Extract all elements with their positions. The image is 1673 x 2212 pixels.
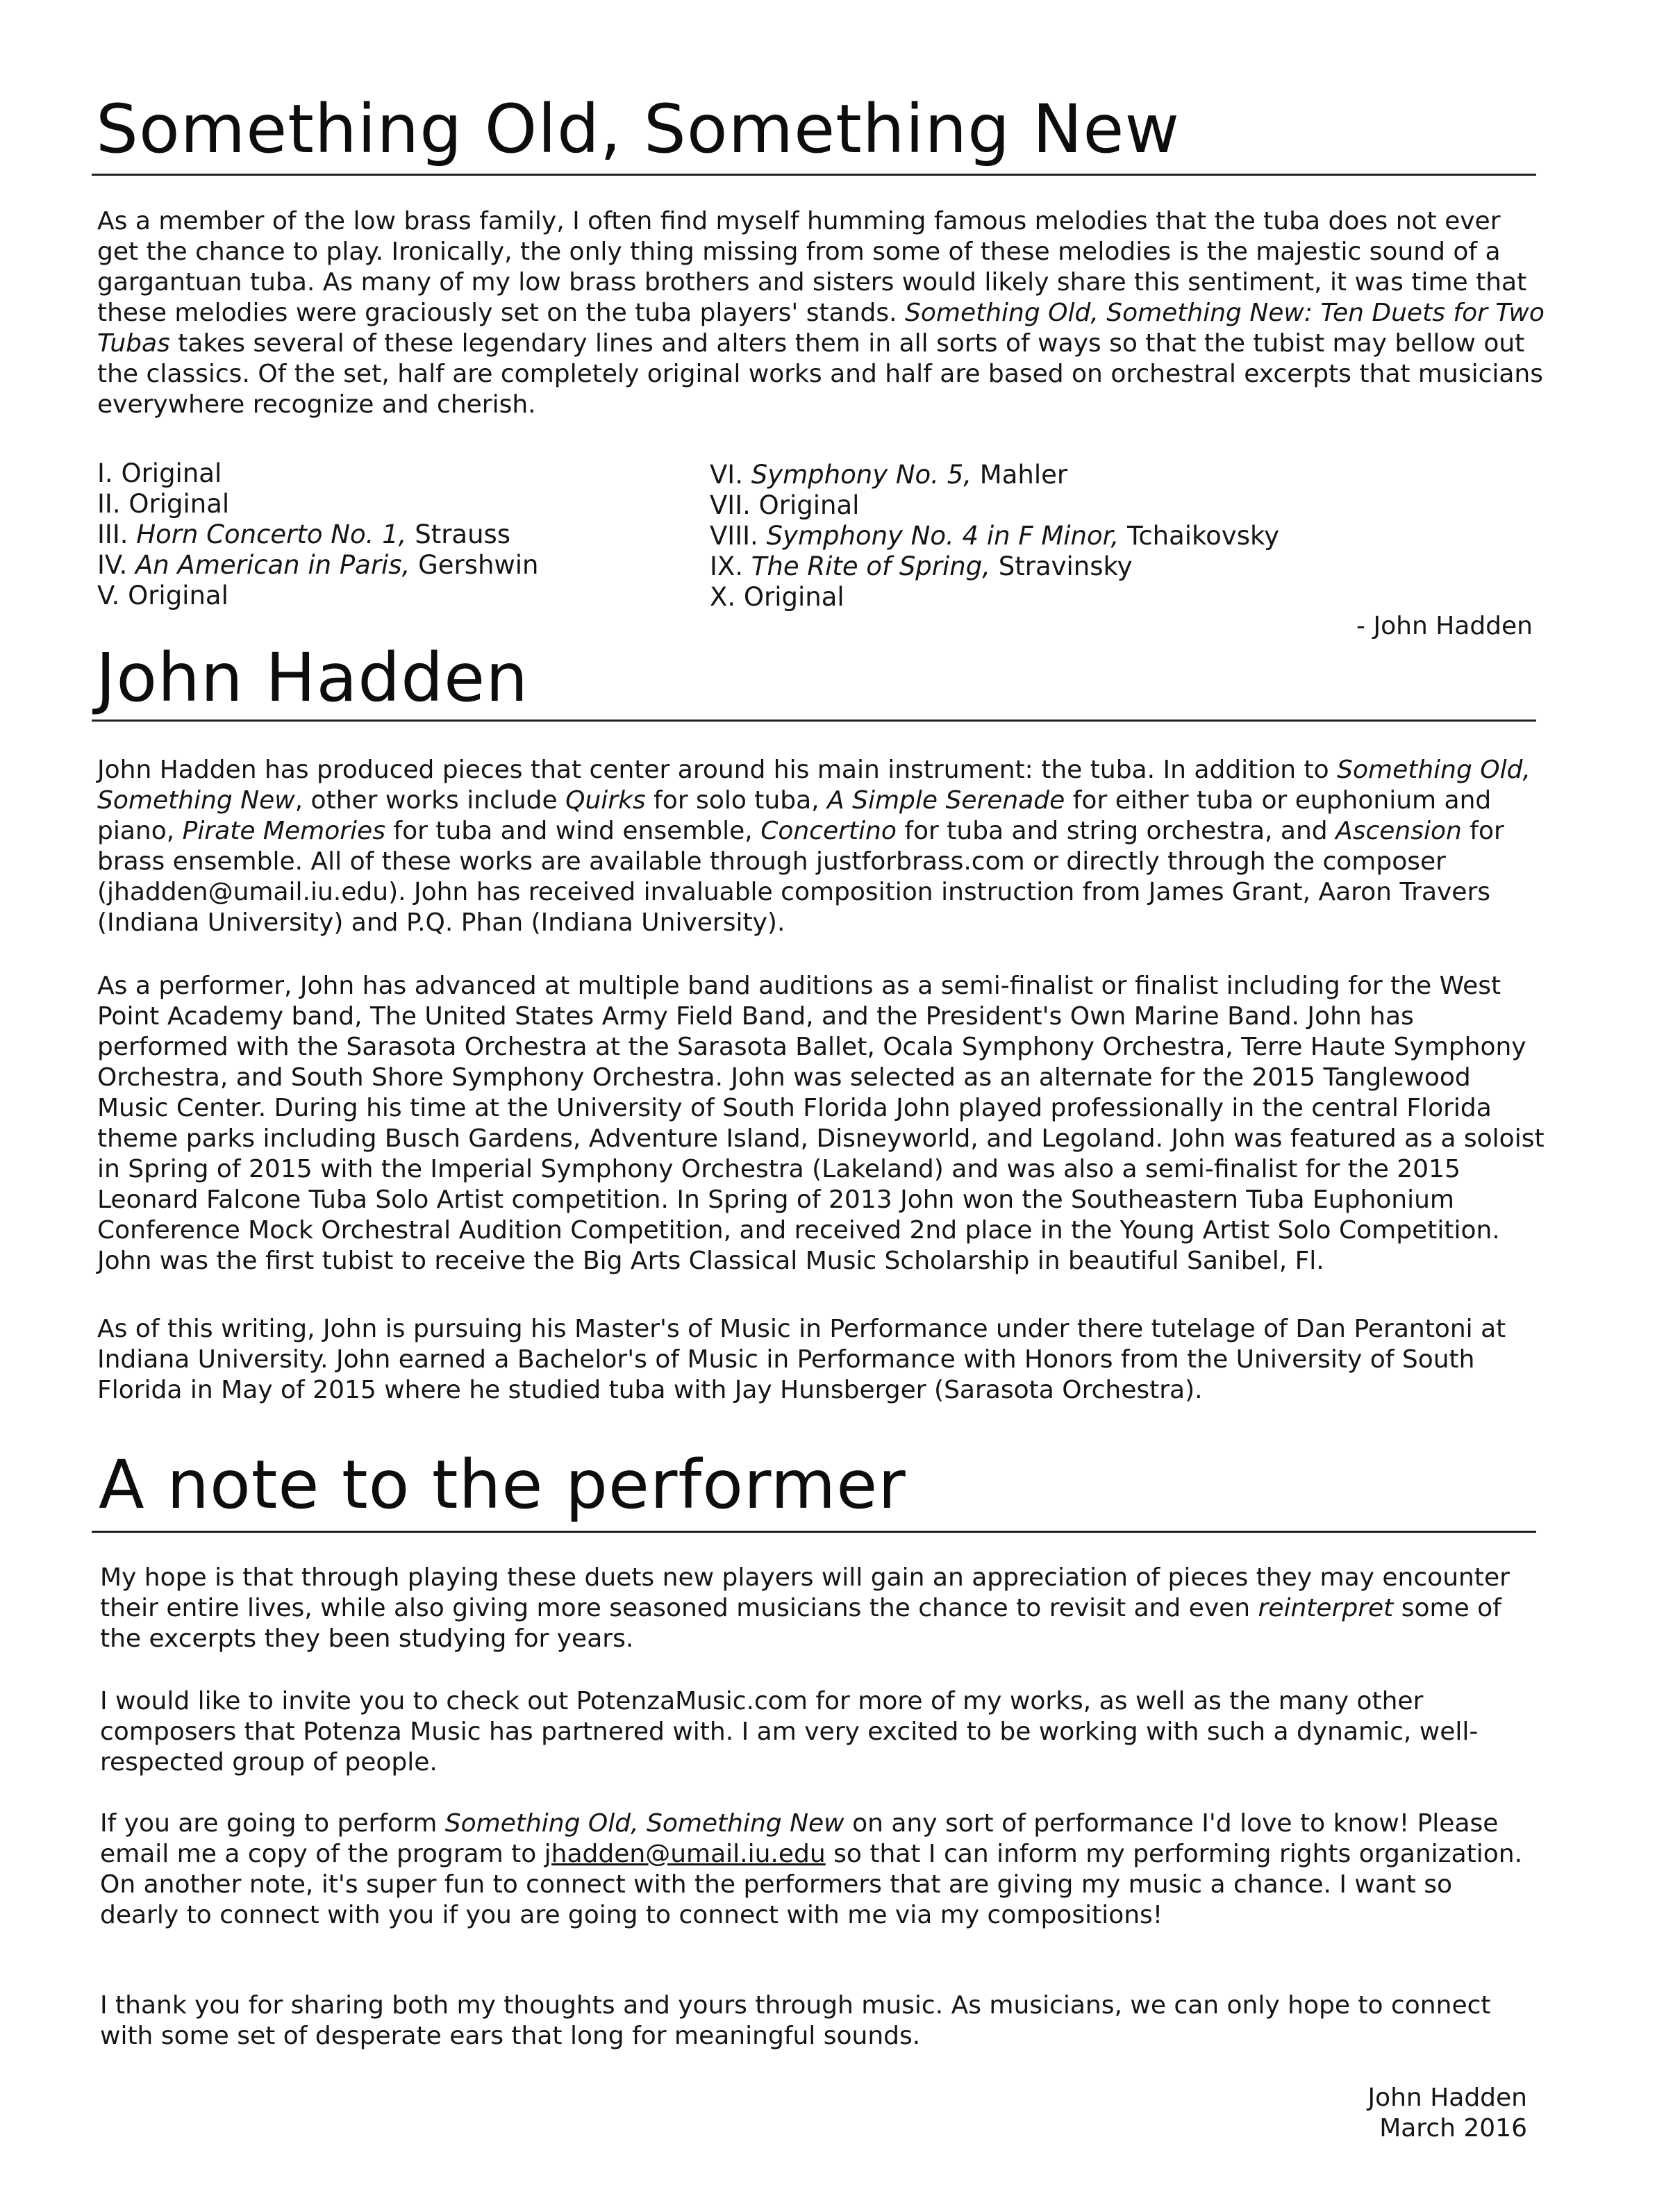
text-segment: I thank you for sharing both my thoughts and yours through music. As musicians, we can only hope to connect with some set of desperate ears that long for meaningful sounds. bbox=[100, 1991, 1491, 2050]
text-segment: My hope is that through playing these duets new players will gain an appreciation of pieces they may encounter their entire lives, while also giving more seasoned musicians the chance to revisit and even bbox=[100, 1563, 1510, 1622]
movement-number: IV. bbox=[97, 550, 128, 580]
title-rule bbox=[92, 720, 1536, 722]
italic-title: Concertino bbox=[760, 817, 897, 845]
bio-paragraph-2 bbox=[97, 971, 1545, 1277]
text-segment: John Hadden has produced pieces that center around his main instrument: the tuba. In addition to bbox=[97, 756, 1338, 784]
movement-number: VI. bbox=[710, 460, 743, 490]
text-segment: I would like to invite you to check out PotenzaMusic.com for more of my works, as well as the many other composers that Potenza Music has partnered with. I am very excited to be working with such a dynamic, well-respected group of people. bbox=[100, 1687, 1479, 1777]
note-paragraph-3 bbox=[100, 1808, 1534, 1931]
bio-paragraph-1 bbox=[97, 755, 1545, 938]
movement-number: IX. bbox=[710, 551, 744, 581]
movement-composer: Stravinsky bbox=[998, 551, 1133, 581]
text-segment: If you are going to perform bbox=[100, 1809, 445, 1838]
movement-number: I. bbox=[97, 458, 113, 488]
movement-title: Horn Concerto No. 1, bbox=[136, 519, 407, 549]
note-paragraph-2 bbox=[100, 1686, 1534, 1778]
movement-title: Original bbox=[121, 458, 222, 488]
title-rule bbox=[92, 174, 1536, 176]
section-title-note-to-performer: A note to the performer bbox=[99, 1446, 906, 1524]
movement-item bbox=[97, 489, 708, 519]
movement-title: An American in Paris, bbox=[135, 550, 410, 580]
movement-item bbox=[97, 550, 708, 581]
italic-title: Pirate Memories bbox=[182, 817, 385, 845]
movement-composer: Gershwin bbox=[418, 550, 539, 580]
text-segment: As a performer, John has advanced at multiple band auditions as a semi-finalist or finalist including for the West Point Academy band, The United States Army Field Band, and the President's Own Marine Band. John has performed with the Sarasota Orchestra at the Sarasota Ballet, Ocala Symphony Orchestra, Terre Haute Symphony Orchestra, and South Shore Symphony Orchestra. John was selected as an alternate for the 2015 Tanglewood Music Center. During his time at the University of South Florida John played professionally in the central Florida theme parks including Busch Gardens, Adventure Island, Disneyworld, and Legoland. John was featured as a soloist in Spring of 2015 with the Imperial Symphony Orchestra (Lakeland) and was also a semi-finalist for the 2015 Leonard Falcone Tuba Solo Artist competition. In Spring of 2013 John won the Southeastern Tuba Euphonium Conference Mock Orchestral Audition Competition, and received 2nd place in the Young Artist Solo Competition. John was the first tubist to receive the Big Arts Classical Music Scholarship in beautiful Sanibel, Fl. bbox=[97, 972, 1545, 1275]
movement-title: Original bbox=[128, 581, 228, 610]
movement-item bbox=[97, 458, 708, 489]
movement-item bbox=[710, 521, 1404, 551]
movement-item bbox=[710, 490, 1404, 521]
email-link[interactable]: jhadden@umail.iu.edu bbox=[544, 1840, 826, 1868]
movement-number: III. bbox=[97, 519, 128, 549]
movement-list-left bbox=[97, 458, 708, 611]
movement-list-right bbox=[710, 460, 1404, 613]
title-rule bbox=[92, 1531, 1536, 1533]
closing-signature-name: John Hadden bbox=[1367, 2084, 1527, 2112]
italic-title: A Simple Serenade bbox=[827, 786, 1065, 815]
movement-title: The Rite of Spring, bbox=[751, 551, 990, 581]
text-segment: for tuba and wind ensemble, bbox=[385, 817, 761, 845]
italic-title: Something Old, Something New bbox=[97, 756, 1531, 815]
text-segment: for brass ensemble. All of these works are available through justforbrass.com or directly through the composer (jhadden@umail.iu.edu). John has received invaluable composition instruction from James Grant, Aaron Travers (Indiana University) and P.Q. Phan (Indiana University). bbox=[97, 817, 1504, 937]
italic-title: Something Old, Something New bbox=[444, 1809, 844, 1838]
section-title-something-old: Something Old, Something New bbox=[96, 90, 1180, 168]
italic-title: reinterpret bbox=[1258, 1594, 1394, 1622]
text-segment: takes several of these legendary lines and alters them in all sorts of ways so that the tubist may bellow out the classics. Of the set, half are completely original works and half are based on orchestral excerpts that musicians everywhere recognize and cherish. bbox=[97, 329, 1544, 419]
movement-title: Original bbox=[758, 490, 860, 520]
movement-composer: Tchaikovsky bbox=[1127, 521, 1279, 551]
text-segment: on any sort of performance I'd love to know! Please email me a copy of the program to bbox=[100, 1809, 1499, 1868]
text-segment: so that I can inform my performing rights organization. On another note, it's super fun to connect with the performers that are giving my music a chance. I want so dearly to connect with you if you are going to connect with me via my compositions! bbox=[100, 1840, 1523, 1929]
italic-title: Something Old, Something New: Ten Duets for Two Tubas bbox=[97, 299, 1545, 358]
movement-number: X. bbox=[710, 582, 736, 612]
movement-title: Original bbox=[743, 582, 844, 612]
closing-signature-date: March 2016 bbox=[1379, 2114, 1527, 2143]
text-segment: As of this writing, John is pursuing his Master's of Music in Performance under there tutelage of Dan Perantoni at Indiana University. John earned a Bachelor's of Music in Performance with Honors from the University of South Florida in May of 2015 where he studied tuba with Jay Hunsberger (Sarasota Orchestra). bbox=[97, 1315, 1506, 1404]
intro-paragraph bbox=[97, 206, 1545, 420]
movement-item bbox=[710, 460, 1404, 490]
movement-title: Symphony No. 4 in F Minor, bbox=[766, 521, 1120, 551]
text-segment: some of the excerpts they been studying for years. bbox=[100, 1594, 1501, 1653]
text-segment: for tuba and string orchestra, and bbox=[896, 817, 1336, 845]
movement-number: V. bbox=[97, 581, 120, 610]
movement-item bbox=[710, 551, 1404, 582]
movement-title: Symphony No. 5, bbox=[751, 460, 972, 490]
movement-title: Original bbox=[128, 489, 230, 519]
bio-paragraph-3 bbox=[97, 1314, 1545, 1406]
movement-composer: Mahler bbox=[979, 460, 1068, 490]
note-paragraph-1 bbox=[100, 1563, 1534, 1654]
movement-number: VII. bbox=[710, 490, 751, 520]
text-segment: , other works include bbox=[294, 786, 566, 815]
section-title-john-hadden: John Hadden bbox=[96, 639, 529, 717]
text-segment: for either tuba or euphonium and piano, bbox=[97, 786, 1492, 845]
movement-number: VIII. bbox=[710, 521, 758, 551]
text-segment: As a member of the low brass family, I often find myself humming famous melodies that the tuba does not ever get the chance to play. Ironically, the only thing missing from some of these melodies is the majestic sound of a gargantuan tuba. As many of my low brass brothers and sisters would likely share this sentiment, it was time that these melodies were graciously set on the tuba players' stands. bbox=[97, 207, 1527, 327]
movement-item bbox=[710, 582, 1404, 613]
italic-title: Quirks bbox=[565, 786, 646, 815]
italic-title: Ascension bbox=[1335, 817, 1462, 845]
movement-item bbox=[97, 581, 708, 611]
intro-signature: - John Hadden bbox=[1356, 612, 1533, 640]
note-paragraph-4 bbox=[100, 1990, 1534, 2052]
movement-item bbox=[97, 519, 708, 550]
movement-composer: Strauss bbox=[415, 519, 511, 549]
movement-number: II. bbox=[97, 489, 121, 519]
text-segment: for solo tuba, bbox=[645, 786, 828, 815]
